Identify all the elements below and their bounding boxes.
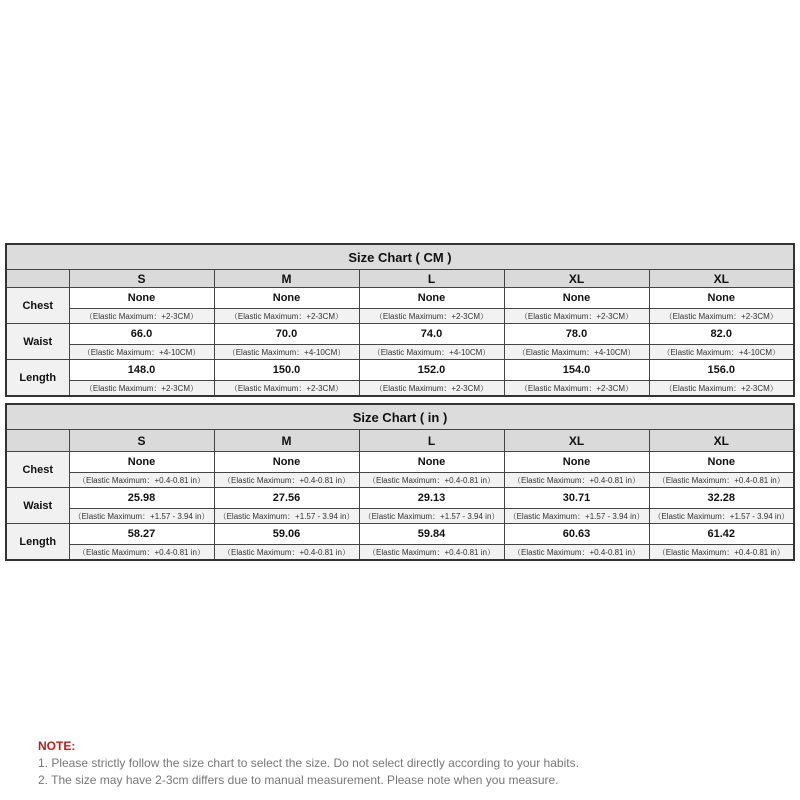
measurement-value: 70.0 xyxy=(214,324,359,345)
row-label: Chest xyxy=(6,288,69,324)
size-header: XL xyxy=(649,430,794,452)
elastic-note: （Elastic Maximum：+0.4-0.81 in） xyxy=(359,545,504,561)
elastic-note: （Elastic Maximum：+0.4-0.81 in） xyxy=(649,473,794,488)
notes-section xyxy=(38,738,579,789)
size-header: XL xyxy=(649,270,794,288)
elastic-note: （Elastic Maximum：+4-10CM） xyxy=(359,345,504,360)
measurement-value: 152.0 xyxy=(359,360,504,381)
size-header: XL xyxy=(504,430,649,452)
elastic-note: （Elastic Maximum：+2-3CM） xyxy=(214,381,359,397)
measurement-value: 32.28 xyxy=(649,488,794,509)
row-label: Chest xyxy=(6,452,69,488)
elastic-note-row xyxy=(6,473,794,488)
elastic-note: （Elastic Maximum：+4-10CM） xyxy=(504,345,649,360)
measurement-value: None xyxy=(649,288,794,309)
size-header: S xyxy=(69,270,214,288)
measurement-value: 27.56 xyxy=(214,488,359,509)
note-line-1: 1. Please strictly follow the size chart to select the size. Do not select directly according to your habits. xyxy=(38,756,579,770)
measurement-value: 59.84 xyxy=(359,524,504,545)
elastic-note: （Elastic Maximum：+0.4-0.81 in） xyxy=(69,545,214,561)
elastic-note: （Elastic Maximum：+4-10CM） xyxy=(649,345,794,360)
measurement-value: 156.0 xyxy=(649,360,794,381)
measurement-value: 29.13 xyxy=(359,488,504,509)
measurement-row xyxy=(6,488,794,509)
elastic-note-row xyxy=(6,381,794,397)
measurement-value: 78.0 xyxy=(504,324,649,345)
measurement-row xyxy=(6,524,794,545)
row-label: Waist xyxy=(6,488,69,524)
elastic-note-row xyxy=(6,345,794,360)
size-header: XL xyxy=(504,270,649,288)
measurement-row xyxy=(6,288,794,309)
header-corner xyxy=(6,270,69,288)
row-label: Length xyxy=(6,524,69,561)
note-line-2: 2. The size may have 2-3cm differs due to manual measurement. Please note when you measure. xyxy=(38,773,559,787)
measurement-row xyxy=(6,324,794,345)
measurement-value: 154.0 xyxy=(504,360,649,381)
measurement-value: 60.63 xyxy=(504,524,649,545)
measurement-value: 66.0 xyxy=(69,324,214,345)
measurement-value: 59.06 xyxy=(214,524,359,545)
elastic-note: （Elastic Maximum：+0.4-0.81 in） xyxy=(504,545,649,561)
measurement-value: 150.0 xyxy=(214,360,359,381)
elastic-note: （Elastic Maximum：+1.57 - 3.94 in） xyxy=(214,509,359,524)
size-header: M xyxy=(214,270,359,288)
size-header-row xyxy=(6,430,794,452)
measurement-value: 74.0 xyxy=(359,324,504,345)
elastic-note: （Elastic Maximum：+0.4-0.81 in） xyxy=(214,545,359,561)
chart-title: Size Chart ( CM ) xyxy=(6,244,794,270)
size-header: S xyxy=(69,430,214,452)
measurement-value: 148.0 xyxy=(69,360,214,381)
elastic-note-row xyxy=(6,509,794,524)
size-header: M xyxy=(214,430,359,452)
size-header: L xyxy=(359,430,504,452)
elastic-note: （Elastic Maximum：+2-3CM） xyxy=(214,309,359,324)
elastic-note-row xyxy=(6,309,794,324)
note-heading: NOTE: xyxy=(38,739,76,753)
elastic-note: （Elastic Maximum：+1.57 - 3.94 in） xyxy=(649,509,794,524)
measurement-value: None xyxy=(69,288,214,309)
measurement-value: None xyxy=(359,452,504,473)
header-corner xyxy=(6,430,69,452)
elastic-note: （Elastic Maximum：+4-10CM） xyxy=(69,345,214,360)
elastic-note: （Elastic Maximum：+2-3CM） xyxy=(69,309,214,324)
elastic-note: （Elastic Maximum：+1.57 - 3.94 in） xyxy=(69,509,214,524)
measurement-value: None xyxy=(69,452,214,473)
elastic-note: （Elastic Maximum：+0.4-0.81 in） xyxy=(214,473,359,488)
elastic-note: （Elastic Maximum：+2-3CM） xyxy=(649,309,794,324)
elastic-note: （Elastic Maximum：+2-3CM） xyxy=(359,309,504,324)
row-label: Waist xyxy=(6,324,69,360)
elastic-note: （Elastic Maximum：+1.57 - 3.94 in） xyxy=(359,509,504,524)
chart-title: Size Chart ( in ) xyxy=(6,404,794,430)
measurement-row xyxy=(6,452,794,473)
measurement-value: None xyxy=(214,452,359,473)
measurement-value: None xyxy=(504,288,649,309)
measurement-row xyxy=(6,360,794,381)
elastic-note: （Elastic Maximum：+0.4-0.81 in） xyxy=(359,473,504,488)
elastic-note: （Elastic Maximum：+0.4-0.81 in） xyxy=(69,473,214,488)
measurement-value: 30.71 xyxy=(504,488,649,509)
elastic-note: （Elastic Maximum：+4-10CM） xyxy=(214,345,359,360)
elastic-note-row xyxy=(6,545,794,561)
elastic-note: （Elastic Maximum：+2-3CM） xyxy=(359,381,504,397)
measurement-value: 61.42 xyxy=(649,524,794,545)
measurement-value: None xyxy=(214,288,359,309)
size-chart-cm xyxy=(5,243,795,397)
measurement-value: None xyxy=(359,288,504,309)
elastic-note: （Elastic Maximum：+0.4-0.81 in） xyxy=(504,473,649,488)
elastic-note: （Elastic Maximum：+2-3CM） xyxy=(649,381,794,397)
elastic-note: （Elastic Maximum：+2-3CM） xyxy=(504,381,649,397)
size-header: L xyxy=(359,270,504,288)
measurement-value: None xyxy=(649,452,794,473)
measurement-value: None xyxy=(504,452,649,473)
elastic-note: （Elastic Maximum：+1.57 - 3.94 in） xyxy=(504,509,649,524)
size-header-row xyxy=(6,270,794,288)
elastic-note: （Elastic Maximum：+0.4-0.81 in） xyxy=(649,545,794,561)
elastic-note: （Elastic Maximum：+2-3CM） xyxy=(504,309,649,324)
size-chart-in xyxy=(5,403,795,561)
measurement-value: 82.0 xyxy=(649,324,794,345)
row-label: Length xyxy=(6,360,69,397)
measurement-value: 58.27 xyxy=(69,524,214,545)
measurement-value: 25.98 xyxy=(69,488,214,509)
elastic-note: （Elastic Maximum：+2-3CM） xyxy=(69,381,214,397)
